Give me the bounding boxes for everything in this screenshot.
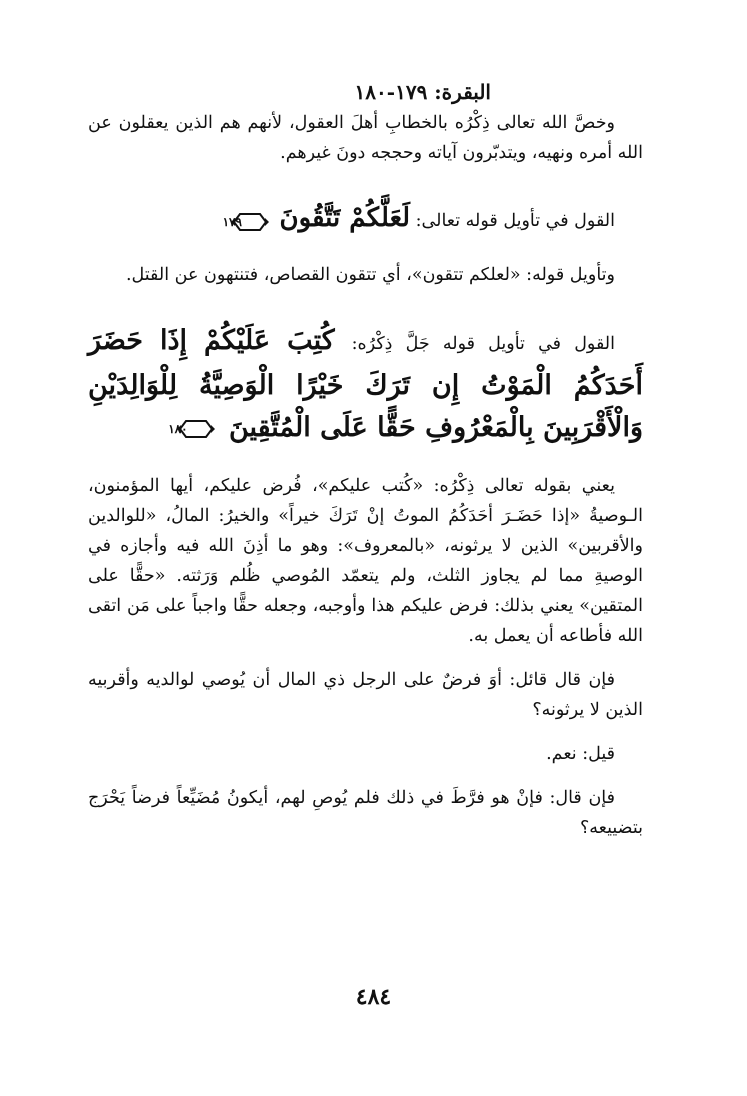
paragraph-3: وتأويل قوله: «لعلكم تتقون»، أي تتقون القصاص، فتنتهون عن القتل. [125, 265, 615, 285]
ayah-number-180: ١٨٠ [168, 421, 188, 436]
ayah-end-marker-179 [222, 211, 270, 233]
quran-verse-179: لَعَلَّكُمْ تَتَّقُونَ [279, 203, 411, 233]
body-text [88, 108, 643, 843]
paragraph-2-prefix: القول في تأويل قوله تعالى: [415, 211, 615, 231]
paragraph-4 [88, 320, 643, 449]
paragraph-1: وخصَّ الله تعالى ذِكْرُه بالخطابِ أهلَ العقول، لأنهم هم الذين يعقلون عن الله أمره ونهيه، ويتدبّرون آياته وحججه دونَ غيرهم. [88, 113, 643, 163]
paragraph-5: يعني بقوله تعالى ذِكْرُه: «كُتب عليكم»، فُرض عليكم، أيها المؤمنون، الـوصيةُ «إذا حَضَـرَ أحَدَكُمُ الموتُ إنْ تَرَكَ خيراً» والخيرُ: المالُ، «للوالدين والأقربين» الذين لا يرثونه، «بالمعروف»: وهو ما أذِنَ الله فيه وأجازه في الوصيةِ مما لم يجاوز الثلث، ولم يتعمّد المُوصي ظُلم وَرَثته. «حقًّا على المتقين» يعني بذلك: فرض عليكم هذا وأوجبه، وجعله حقًّا واجباً على مَن اتقى الله فأطاعه أن يعمل به. [88, 476, 643, 646]
quran-verse-180: كُتِبَ عَلَيْكُمْ إِذَا حَضَرَ أَحَدَكُمُ الْمَوْتُ إِن تَرَكَ خَيْرًا الْوَصِيَّةُ لِلْوَالِدَيْنِ وَالْأَقْرَبِينَ بِالْمَعْرُوفِ حَقًّا عَلَى الْمُتَّقِينَ [88, 325, 643, 443]
running-head: البقرة: ١٧٩-١٨٠ [354, 80, 491, 104]
paragraph-7: قيل: نعم. [546, 744, 615, 764]
paragraph-4-prefix: القول في تأويل قوله جَلَّ ذِكْرُه: [351, 334, 615, 354]
paragraph-8: فإن قال: فإنْ هو فرَّطَ في ذلك فلم يُوصِ لهم، أيكونُ مُضَيِّعاً فرضاً يَحْرَج بتضييعه؟ [88, 788, 643, 838]
ayah-end-marker-180 [168, 418, 216, 440]
paragraph-2 [88, 198, 643, 238]
ayah-number-179: ١٧٩ [222, 214, 242, 229]
paragraph-6: فإن قال قائل: أوَ فرضٌ على الرجل ذي المال أن يُوصي لوالديه وأقربيه الذين لا يرثونه؟ [88, 670, 643, 720]
page-number: ٤٨٤ [355, 984, 392, 1010]
